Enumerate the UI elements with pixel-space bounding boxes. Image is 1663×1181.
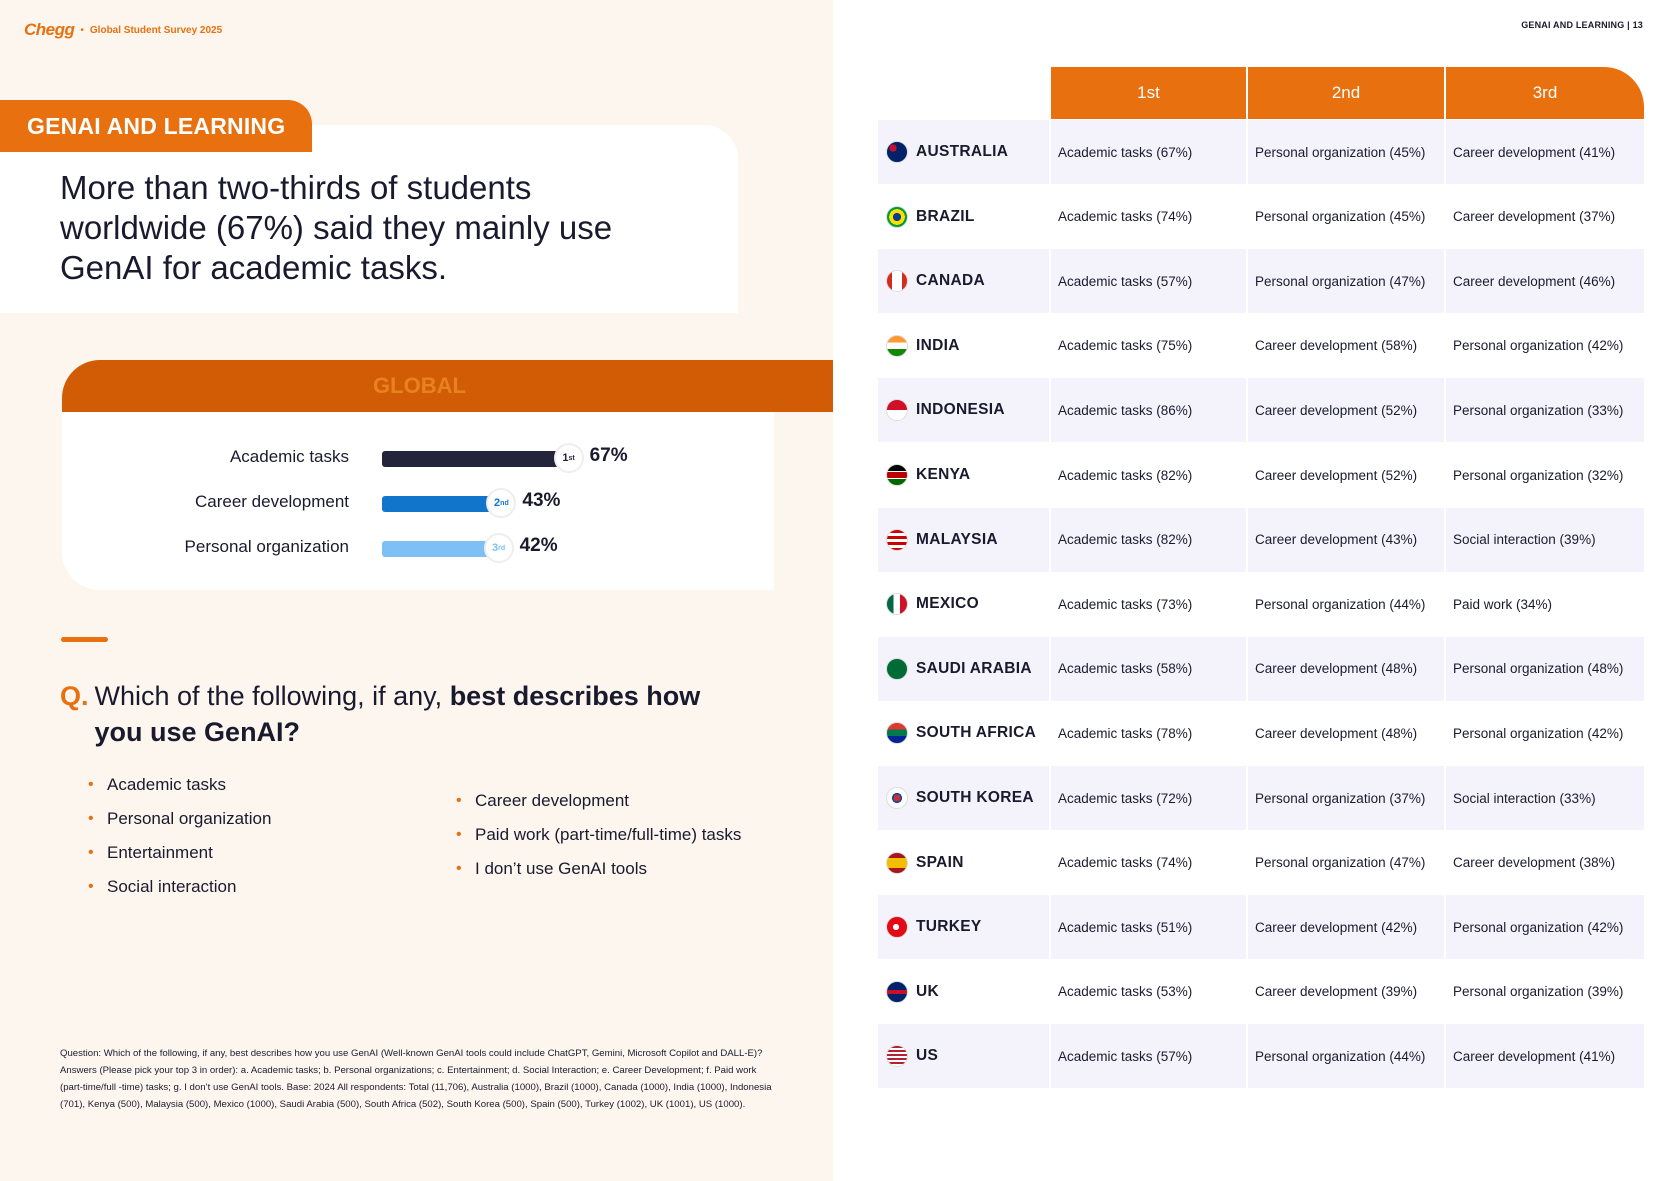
country-name: MEXICO	[916, 595, 979, 613]
country-cell	[878, 378, 1049, 442]
rank-3rd-cell: Social interaction (33%)	[1446, 766, 1644, 830]
rank-number: 1	[562, 452, 569, 464]
rank-3rd-cell: Career development (38%)	[1453, 855, 1616, 871]
table-header-3rd: 3rd	[1446, 67, 1644, 119]
rank-badge	[486, 488, 516, 518]
answer-option: • Academic tasks	[88, 768, 271, 802]
running-head: GENAI AND LEARNING | 13	[1521, 20, 1643, 30]
country-cell	[878, 120, 1049, 184]
table-row	[878, 120, 1644, 184]
table-row	[878, 508, 1644, 572]
rank-2nd-cell: Personal organization (45%)	[1255, 209, 1426, 225]
table-row	[878, 895, 1644, 959]
answer-option: • Entertainment	[88, 836, 271, 870]
table-row	[878, 185, 1644, 249]
global-bar-row	[62, 488, 774, 518]
country-name: MALAYSIA	[916, 530, 998, 548]
brazil-flag-icon	[886, 206, 908, 228]
saudi-arabia-flag-icon	[886, 658, 908, 680]
global-bar	[382, 451, 570, 467]
country-name: UK	[916, 982, 939, 1000]
rank-2nd-cell: Career development (39%)	[1255, 984, 1418, 1000]
rank-1st-cell: Academic tasks (57%)	[1051, 1024, 1246, 1088]
global-bar-label: Academic tasks	[229, 447, 349, 466]
question-emphasis: best describes how you use GenAI?	[94, 681, 701, 747]
rank-1st-cell: Academic tasks (73%)	[1058, 596, 1193, 612]
rank-3rd-cell: Paid work (34%)	[1453, 596, 1553, 612]
global-title: GLOBAL	[373, 373, 466, 398]
south-africa-flag-icon	[886, 722, 908, 744]
rank-1st-cell: Academic tasks (51%)	[1051, 895, 1246, 959]
rank-1st-cell: Academic tasks (67%)	[1051, 120, 1246, 184]
country-name: SAUDI ARABIA	[916, 659, 1032, 677]
malaysia-flag-icon	[886, 529, 908, 551]
country-cell	[878, 572, 1049, 636]
rank-1st-cell: Academic tasks (74%)	[1058, 209, 1193, 225]
answer-option: • Paid work (part-time/full-time) tasks	[456, 818, 741, 852]
global-header	[62, 360, 833, 412]
brand-header	[24, 20, 222, 40]
answer-option: • Social interaction	[88, 870, 271, 904]
rank-1st-cell: Academic tasks (75%)	[1058, 338, 1193, 354]
rank-suffix: st	[568, 454, 575, 462]
global-bar-label: Career development	[194, 492, 349, 511]
indonesia-flag-icon	[886, 399, 908, 421]
rank-1st-cell: Academic tasks (72%)	[1051, 766, 1246, 830]
global-bar-value: 43%	[522, 490, 561, 511]
methodology-footnote: Question: Which of the following, if any, best describes how you use GenAI (Well-known GenAI tools could include ChatGPT, Gemini, Microsoft Copilot and DALL-E)? Answers (Please pick your top 3 in order): a. Academic tasks; b. Personal organizations; c. Entertainment; d. Social Interaction; e. Career Development; f. Paid work (part-time/full -time) tasks; g. I don’t use GenAI tools. Base: 2024 All respondents: Total (11,706), Australia (1000), Brazil (1000), Canada (1000), India (1000), Indonesia (701), Kenya (500), Malaysia (500), Mexico (1000), Saudi Arabia (500), South Africa (502), South Korea (500), Spain (500), Turkey (1002), UK (1001), US (1000).	[60, 1048, 772, 1110]
country-cell	[878, 314, 1049, 378]
rank-1st-cell: Academic tasks (53%)	[1058, 984, 1193, 1000]
country-name: AUSTRALIA	[916, 143, 1009, 160]
rank-3rd-cell: Career development (41%)	[1446, 120, 1644, 184]
us-flag-icon	[886, 1045, 908, 1067]
rank-3rd-cell: Social interaction (39%)	[1446, 508, 1644, 572]
kenya-flag-icon	[886, 464, 908, 486]
answer-option: • Personal organization	[88, 802, 271, 836]
country-cell	[878, 508, 1049, 572]
rank-2nd-cell: Career development (42%)	[1248, 895, 1444, 959]
question-marker: Q.	[60, 681, 89, 711]
turkey-flag-icon	[886, 916, 908, 938]
table-row	[878, 960, 1644, 1024]
rank-2nd-cell: Personal organization (44%)	[1255, 596, 1426, 612]
rank-1st-cell: Academic tasks (82%)	[1058, 467, 1193, 483]
rank-3rd-cell: Career development (41%)	[1446, 1024, 1644, 1088]
rank-2nd-cell: Career development (52%)	[1248, 378, 1444, 442]
rank-1st-cell: Academic tasks (82%)	[1051, 508, 1246, 572]
rank-3rd-cell: Career development (37%)	[1453, 209, 1616, 225]
mexico-flag-icon	[886, 593, 908, 615]
table-row	[878, 766, 1644, 830]
rank-number: 2	[494, 497, 501, 509]
table-row	[878, 443, 1644, 507]
rank-2nd-cell: Personal organization (45%)	[1248, 120, 1444, 184]
rank-2nd-cell: Personal organization (37%)	[1248, 766, 1444, 830]
table-row	[878, 1024, 1644, 1088]
global-bar-row	[62, 533, 774, 563]
rank-2nd-cell: Career development (52%)	[1255, 467, 1418, 483]
answer-option: • I don’t use GenAI tools	[456, 852, 741, 886]
table-header-2nd: 2nd	[1248, 67, 1444, 119]
rank-2nd-cell: Personal organization (47%)	[1248, 249, 1444, 313]
australia-flag-icon	[886, 141, 908, 163]
survey-title: Global Student Survey 2025	[89, 24, 223, 36]
rank-3rd-cell: Personal organization (33%)	[1446, 378, 1644, 442]
south-korea-flag-icon	[886, 787, 908, 809]
brand-separator: •	[80, 24, 84, 36]
country-cell	[878, 831, 1049, 895]
country-name: SOUTH KOREA	[916, 789, 1034, 806]
rank-2nd-cell: Career development (48%)	[1248, 637, 1444, 701]
country-name: CANADA	[916, 272, 985, 290]
country-name: INDONESIA	[916, 401, 1005, 419]
canada-flag-icon	[886, 270, 908, 292]
rank-suffix: rd	[498, 544, 506, 552]
rank-suffix: nd	[500, 499, 509, 507]
rank-1st-cell: Academic tasks (57%)	[1051, 249, 1246, 313]
rank-3rd-cell: Personal organization (32%)	[1453, 467, 1624, 483]
rank-3rd-cell: Personal organization (42%)	[1446, 895, 1644, 959]
rank-3rd-cell: Personal organization (42%)	[1453, 725, 1624, 741]
chegg-logo: Chegg	[24, 20, 75, 39]
table-row	[878, 831, 1644, 895]
spain-flag-icon	[886, 852, 908, 874]
country-name: US	[916, 1047, 939, 1065]
answer-options-col1	[88, 768, 271, 904]
rank-3rd-cell: Career development (46%)	[1446, 249, 1644, 313]
india-flag-icon	[886, 335, 908, 357]
country-name: SOUTH AFRICA	[916, 724, 1037, 742]
country-name: SPAIN	[916, 853, 964, 871]
country-cell	[878, 443, 1049, 507]
country-cell	[878, 1024, 1049, 1088]
country-cell	[878, 701, 1049, 765]
survey-question	[60, 678, 760, 750]
table-header-1st: 1st	[1051, 67, 1246, 119]
table-row	[878, 637, 1644, 701]
rank-number: 3	[492, 542, 499, 554]
answer-option: • Career development	[456, 784, 741, 818]
country-name: TURKEY	[916, 918, 982, 936]
country-cell	[878, 185, 1049, 249]
global-bar	[382, 541, 500, 557]
section-tab: GENAI AND LEARNING	[0, 100, 312, 152]
country-cell	[878, 895, 1049, 959]
rank-3rd-cell: Personal organization (48%)	[1446, 637, 1644, 701]
table-row	[878, 572, 1644, 636]
table-row	[878, 701, 1644, 765]
country-cell	[878, 960, 1049, 1024]
global-bar-value: 42%	[519, 535, 558, 556]
uk-flag-icon	[886, 981, 908, 1003]
country-cell	[878, 766, 1049, 830]
global-bar-row	[62, 443, 774, 473]
rank-1st-cell: Academic tasks (58%)	[1051, 637, 1246, 701]
question-text: Which of the following, if any,	[94, 681, 450, 711]
rank-2nd-cell: Career development (43%)	[1248, 508, 1444, 572]
country-cell	[878, 249, 1049, 313]
country-name: BRAZIL	[916, 207, 975, 225]
table-row	[878, 314, 1644, 378]
page-headline: More than two-thirds of students worldwide (67%) said they mainly use GenAI for academic tasks.	[60, 169, 613, 286]
country-cell	[878, 637, 1049, 701]
table-row	[878, 249, 1644, 313]
table-row	[878, 378, 1644, 442]
global-bar-label: Personal organization	[184, 537, 349, 556]
rank-2nd-cell: Personal organization (44%)	[1248, 1024, 1444, 1088]
rank-3rd-cell: Personal organization (42%)	[1453, 338, 1624, 354]
rank-2nd-cell: Career development (58%)	[1255, 338, 1418, 354]
answer-options-col2	[456, 784, 741, 886]
rank-1st-cell: Academic tasks (74%)	[1058, 855, 1193, 871]
rank-2nd-cell: Personal organization (47%)	[1255, 855, 1426, 871]
accent-divider	[61, 637, 108, 642]
rank-1st-cell: Academic tasks (86%)	[1051, 378, 1246, 442]
global-bar-value: 67%	[589, 445, 628, 466]
country-name: INDIA	[916, 336, 960, 354]
rank-badge	[484, 533, 514, 563]
rank-2nd-cell: Career development (48%)	[1255, 725, 1418, 741]
rank-badge	[554, 443, 584, 473]
global-bar	[382, 496, 502, 512]
rank-3rd-cell: Personal organization (39%)	[1453, 984, 1624, 1000]
rank-1st-cell: Academic tasks (78%)	[1058, 725, 1193, 741]
country-name: KENYA	[916, 466, 971, 483]
